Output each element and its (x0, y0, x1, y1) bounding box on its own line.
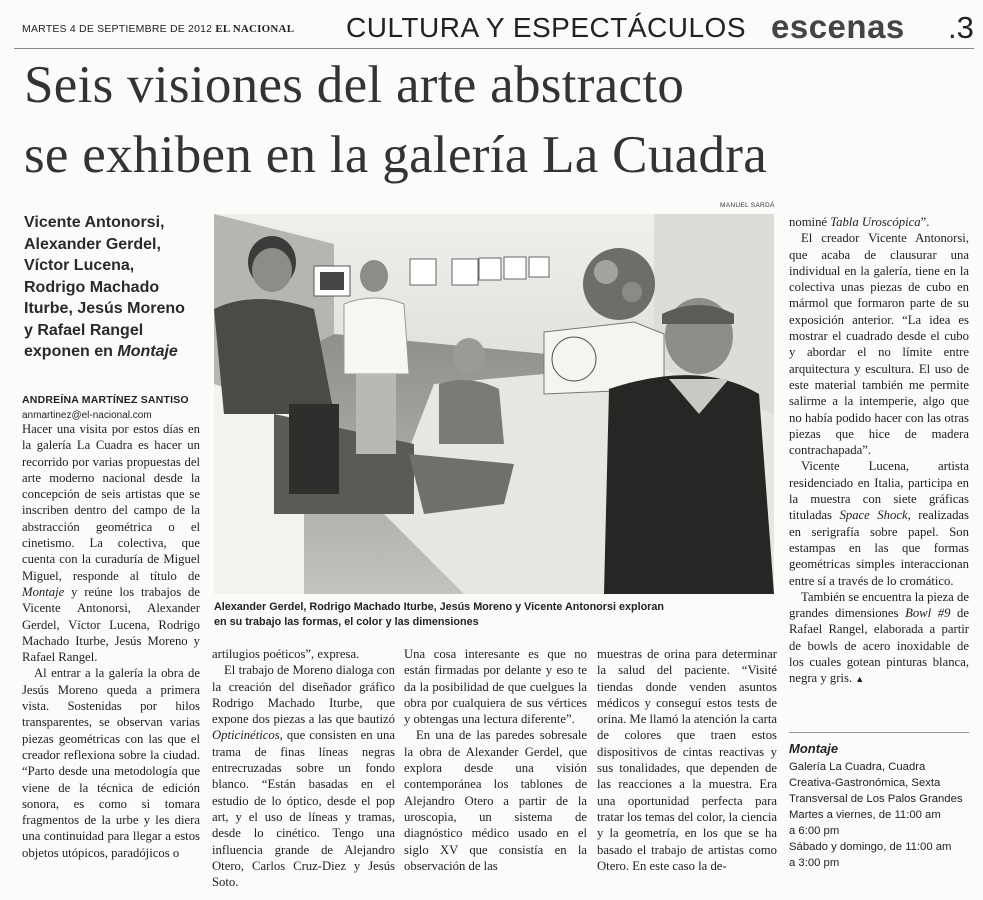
body-paragraph: artilugios poéticos”, expresa. (212, 647, 360, 661)
deck-line (24, 341, 204, 363)
header-divider (14, 48, 974, 49)
issue-date: MARTES 4 DE SEPTIEMBRE DE 2012 (22, 23, 213, 35)
body-paragraph: Hacer una visita por estos días en la galería La Cuadra es hacer un recorrido por varias propuestas del arte moderno nacional desde la concepción de seis artistas que se inscriben dentro del campo de la abstracción geométrica o el cinetismo. La colectiva, que cuenta con la curaduría de Miguel Miguel, responde al título de Montaje y reúne los trabajos de Vicente Antonorsi, Alexander Gerdel, Víctor Lucena, Rodrigo Machado Iturbe, Jesús Moreno y Rafael Rangel. (22, 422, 200, 665)
body-paragraph: Al entrar a la galería la obra de Jesús Moreno queda a primera vista. Sostenidas por hilos transparentes, se observan varias piezas geométricas con las que el creador reflexiona sobre la ciudad. “Parto desde una metodología que viene de la técnica de edición sonora, es como si tomara fragmentos de la urbe y les diera una continuidad para llegar a estos objetos utópicos, paradójicos o (22, 666, 200, 860)
body-column-1 (22, 421, 200, 861)
photo-caption (214, 600, 774, 630)
deck-text: exponen en (24, 343, 118, 360)
page-header-date (22, 23, 294, 35)
newspaper-name: EL NACIONAL (215, 23, 295, 35)
info-line: a 3:00 pm (789, 857, 840, 869)
info-line: Creativa-Gastronómica, Sexta (789, 777, 941, 789)
body-paragraph: En una de las paredes sobresale la obra de Alexander Gerdel, que explora desde una visión contemporánea los tablones de Alejandro Otero a partir de la uroscopia, un sistema de diagnóstico médico usado en el siglo XV que consistía en la observación de las (404, 728, 587, 873)
headline-line-2: se exhiben en la galería La Cuadra (24, 126, 768, 184)
section-logo: escenas (771, 8, 905, 45)
info-title: Montaje (789, 741, 839, 756)
body-column-5 (789, 214, 969, 688)
caption-line: Alexander Gerdel, Rodrigo Machado Iturbe, Jesús Moreno y Vicente Antonorsi exploran (214, 601, 664, 613)
info-divider (789, 732, 969, 733)
info-line: Galería La Cuadra, Cuadra (789, 761, 926, 773)
info-line: Sábado y domingo, de 11:00 am (789, 841, 952, 853)
headline-line-1: Seis visiones del arte abstracto (24, 56, 685, 114)
info-line: Transversal de Los Palos Grandes (789, 793, 963, 805)
gallery-photo (214, 214, 774, 594)
body-paragraph: Una cosa interesante es que no están firmadas por delante y eso te da la posibilidad de que cuelgues la obra por cualquiera de sus vértices y obtengas una lectura diferente”. (404, 647, 587, 727)
deck-line: Víctor Lucena, (24, 257, 135, 274)
body-paragraph: nominé Tabla Uroscópica”. (789, 215, 930, 229)
info-box (789, 759, 974, 871)
info-line: a 6:00 pm (789, 825, 840, 837)
caption-line: en su trabajo las formas, el color y las dimensiones (214, 616, 479, 628)
body-column-2 (212, 646, 395, 890)
deck-subheadline (24, 212, 204, 363)
section-title: CULTURA Y ESPECTÁCULOS (346, 12, 747, 43)
end-mark-icon: ▲ (855, 674, 865, 685)
body-paragraph: También se encuentra la pieza de grandes dimensiones Bowl #9 de Rafael Rangel, elaborada a partir de bowls de acero inoxidable de los cuales gotean pinturas blanca, negra y gris. ▲ (789, 589, 969, 686)
body-column-4 (597, 646, 777, 874)
info-line: Martes a viernes, de 11:00 am (789, 809, 941, 821)
deck-line: y Rafael Rangel (24, 321, 144, 339)
body-paragraph: Vicente Lucena, artista residenciado en Italia, participa en la muestra con siete gráficas tituladas Space Shock, realizadas en serigrafía sobre papel. Son estampas en las que formas geométricas simples interaccionan entre sí a través de lo cromático. (789, 459, 969, 588)
body-paragraph: muestras de orina para determinar la salud del paciente. “Visité tiendas donde venden asuntos médicos y conseguí estos tests de orina. Me llamó la atención la carta de colores que traen estos dispositivos de cintas reactivas y sus tonalidades, que dependen de las reacciones a la muestra. Era una oportunidad perfecta para tratar los temas del color, la ciencia y la geometría, en los que se ha basado el trabajo de artistas como Otero. En este caso la de- (597, 647, 778, 873)
body-column-3 (404, 646, 587, 874)
body-paragraph: El creador Vicente Antonorsi, que acaba de clausurar una individual en la galería, tiene en la colectiva unas piezas de cubo en mármol que formaron parte de su exposición anterior. “La idea es mostrar el cuadrado desde el cubo y abordar el no límite entre arquitectura y escultura. El uso de este material también me permite salirme a la intemperie, algo que no había podido hacer con las otras piezas que hice de madera contrachapada”. (789, 231, 969, 458)
body-paragraph: El trabajo de Moreno dialoga con la creación del diseñador gráfico Rodrigo Machado Iturbe, que expone dos piezas a las que bautizó Opticinéticos, que consisten en una trama de finas líneas negras entrecruzadas sobre un fondo blanco. “Están basadas en el estudio de lo óptico, desde el pop art, y el uso de líneas y tramas, desde lo cinético. Tengo una influencia grande de Alejandro Otero, Carlos Cruz-Diez y Jesús Soto. (212, 663, 395, 890)
deck-line: Vicente Antonorsi, (24, 214, 165, 231)
author-byline: ANDREÍNA MARTÍNEZ SANTISO (22, 394, 189, 406)
photo-credit: MANUEL SARDÁ (720, 202, 775, 209)
page-number: .3 (948, 10, 974, 45)
deck-line: Rodrigo Machado (24, 278, 160, 296)
author-email[interactable]: anmartinez@el-nacional.com (22, 410, 152, 421)
deck-line: Alexander Gerdel, (24, 235, 161, 253)
deck-exhibition-name: Montaje (117, 343, 178, 360)
deck-line: Iturbe, Jesús Moreno (24, 300, 185, 317)
